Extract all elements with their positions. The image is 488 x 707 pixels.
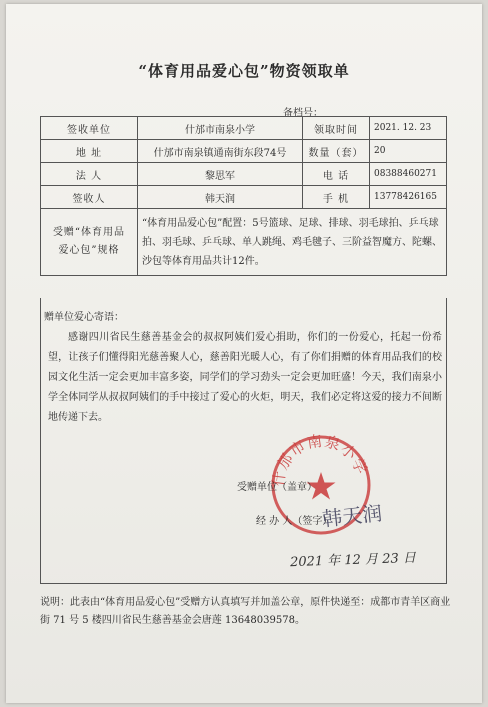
table-row [41,163,447,186]
table-row [41,186,447,209]
mobile-value: 13778426165 [370,186,447,209]
signee-label: 签收人 [41,186,138,209]
spec-label-line1: 受赠“体育用品 [52,227,126,238]
phone-label: 电 话 [303,163,370,186]
quantity-label: 数量（套） [303,140,370,163]
receive-time-value: 2021. 12. 23 [370,117,447,140]
signed-date: 2021 年 12 月 23 日 [289,550,417,571]
message-title: 赠单位爱心寄语： [44,312,124,323]
table-row [41,117,447,140]
serial-number-label: 备档号： [283,108,323,119]
address-label: 地 址 [41,140,138,163]
table-row [41,140,447,163]
quantity-value: 20 [370,140,447,163]
handwritten-signature: 韩天润 [321,500,384,532]
address-value: 什邡市南泉镇通南街东段74号 [138,140,303,163]
receive-time-label: 领取时间 [303,117,370,140]
donor-unit-label: 受赠单位（盖章） [237,482,317,493]
svg-text:什邡市南泉小学: 什邡市南泉小学 [269,432,371,488]
document-title: “体育用品爱心包”物资领取单 [138,62,350,80]
footer-note: 说明：此表由“体育用品爱心包”受赠方认真填写并加盖公章，原件快递至：成都市青羊区商业街 71 号 5 楼四川省民生慈善基金会唐莲 13648039578。 [40,597,451,626]
spec-label [41,209,138,276]
recipient-value: 什邡市南泉小学 [138,117,303,140]
phone-value: 08388460271 [370,163,447,186]
mobile-label: 手 机 [303,186,370,209]
signee-value: 韩天润 [138,186,303,209]
table-row [41,209,447,276]
handler-label: 经 办 人（签字） [256,516,333,527]
legal-person-label: 法 人 [41,163,138,186]
message-body: 感谢四川省民生慈善基金会的叔叔阿姨们爱心捐助，你们的一份爱心，托起一份希望，让孩子们懂得阳光慈善聚人心，慈善阳光暖人心，有了你们捐赠的体育用品我们的校园文化生活一定会更加丰富多姿，同学们的学习劲头一定会更加旺盛！今天，我们南泉小学全体同学从叔叔阿姨们的手中接过了爱心的火炬，明天，我们必定将这爱的接力不间断地传递下去。 [48,332,442,423]
recipient-label: 签收单位 [41,117,138,140]
spec-text: “体育用品爱心包”配置：5号篮球、足球、排球、羽毛球拍、乒乓球拍、羽毛球、乒乓球、单人跳绳、鸡毛毽子、三阶益智魔方、陀螺、沙包等体育用品共计12件。 [138,209,447,276]
spec-label-line2: 爱心包”规格 [58,245,120,256]
legal-person-value: 黎思军 [138,163,303,186]
receipt-form-table [40,116,447,276]
